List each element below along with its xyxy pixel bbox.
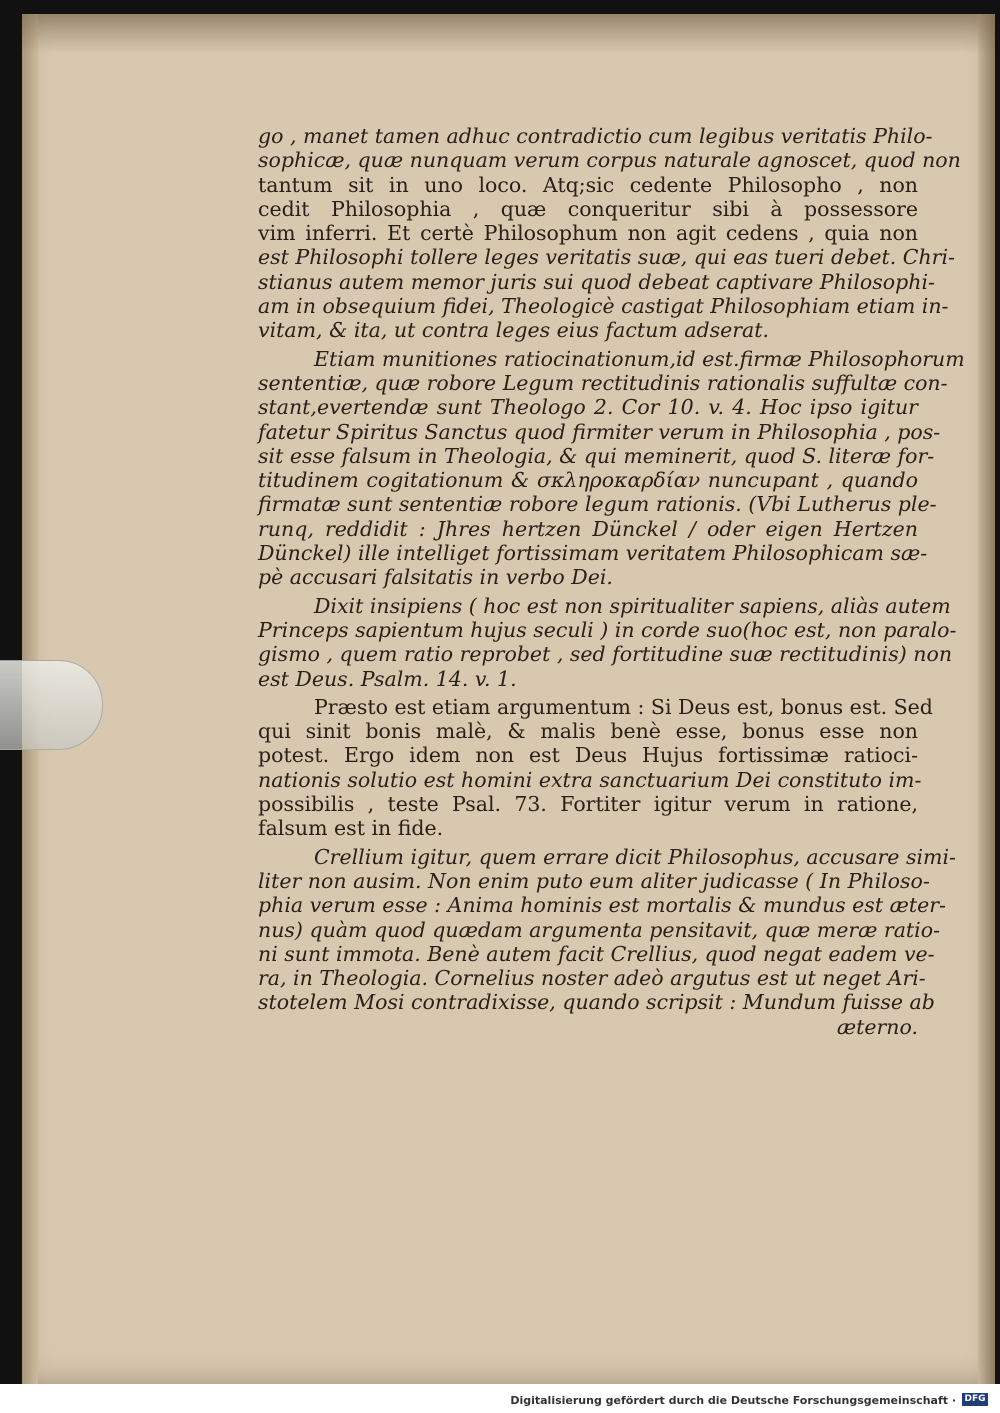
- text-line: potest. Ergo idem non est Deus Hujus fortissimæ ratioci-: [258, 743, 918, 768]
- paragraph-4: [258, 694, 933, 841]
- text-line: est Deus. Psalm. 14. v. 1.: [258, 666, 517, 691]
- text-line: Dixit insipiens ( hoc est non spiritualiter sapiens, aliàs autem: [314, 593, 951, 618]
- text-line: go , manet tamen adhuc contradictio cum legibus veritatis Philo-: [258, 124, 933, 148]
- text-line: Præsto est etiam argumentum : Si Deus est, bonus est. Sed: [314, 694, 933, 719]
- paragraph-5: [258, 844, 956, 1039]
- text-line: firmatæ sunt sententiæ robore legum rationis. (Vbi Lutherus ple-: [258, 492, 937, 517]
- paragraph-3: [258, 593, 957, 691]
- text-line: Dünckel) ille intelliget fortissimam veritatem Philosophicam sæ-: [258, 541, 928, 566]
- text-line: qui sinit bonis malè, & malis benè esse, bonus esse non: [258, 719, 918, 744]
- text-line: nationis solutio est homini extra sanctuarium Dei constituto im-: [258, 767, 922, 792]
- text-line: vim inferri. Et certè Philosophum non agit cedens , quia non: [258, 221, 918, 246]
- page-clip: [0, 660, 103, 750]
- text-line: sit esse falsum in Theologia, & qui meminerit, quod S. literæ for-: [258, 443, 935, 468]
- text-line: possibilis , teste Psal. 73. Fortiter igitur verum in ratione,: [258, 792, 918, 817]
- text-line: tantum sit in uno loco. Atq;sic cedente Philosopho , non: [258, 172, 918, 197]
- text-line: phia verum esse : Anima hominis est mortalis & mundus est æter-: [258, 893, 946, 918]
- text-line: æterno.: [836, 1014, 918, 1039]
- text-line: am in obsequium fidei, Theologicè castigat Philosophiam etiam in-: [258, 294, 949, 319]
- text-line: Etiam munitiones ratiocinationum,id est.firmæ Philosophorum: [314, 346, 965, 371]
- text-line: Princeps sapientum hujus seculi ) in corde suo(hoc est, non paralo-: [258, 617, 957, 642]
- page-edge-right: [978, 14, 995, 1384]
- text-line: nus) quàm quod quædam argumenta pensitavit, quæ meræ ratio-: [258, 917, 940, 942]
- text-line: falsum est in fide.: [258, 816, 444, 841]
- text-line: vitam, & ita, ut contra leges eius factum adserat.: [258, 318, 770, 343]
- text-line: ra, in Theologia. Cornelius noster adeò argutus est ut neget Ari-: [258, 966, 926, 991]
- footer-credit: Digitalisierung gefördert durch die Deutsche Forschungsgemeinschaft ·: [510, 1394, 956, 1407]
- paragraph-2: [258, 346, 965, 590]
- page-top-shadow: [22, 14, 995, 54]
- page-text: [258, 124, 965, 1039]
- text-line: gismo , quem ratio reprobet , sed fortitudine suæ rectitudinis) non: [258, 642, 953, 667]
- text-line: titudinem cogitationum & σκληροκαρδίαν nuncupant , quando: [258, 468, 918, 493]
- text-line: runq, reddidit : Jhres hertzen Dünckel / oder eigen Hertzen: [258, 516, 918, 541]
- text-line: pè accusari falsitatis in verbo Dei.: [258, 565, 613, 590]
- text-line: ni sunt immota. Benè autem facit Crellius, quod negat eadem ve-: [258, 941, 935, 966]
- dfg-logo-icon: DFG: [962, 1393, 988, 1406]
- text-line: est Philosophi tollere leges veritatis suæ, qui eas tueri debet. Chri-: [258, 245, 955, 270]
- text-line: fatetur Spiritus Sanctus quod firmiter verum in Philosophia , pos-: [258, 419, 941, 444]
- text-line: stotelem Mosi contradixisse, quando scripsit : Mundum fuisse ab: [258, 990, 935, 1015]
- text-line: cedit Philosophia , quæ conqueritur sibi à possessore: [258, 196, 918, 221]
- text-line: sententiæ, quæ robore Legum rectitudinis rationalis suffultæ con-: [258, 370, 948, 395]
- text-line: stant,evertendæ sunt Theologo 2. Cor 10. v. 4. Hoc ipso igitur: [258, 395, 918, 420]
- text-line: Crellium igitur, quem errare dicit Philosophus, accusare simi-: [314, 844, 956, 869]
- paragraph-1: [258, 124, 961, 343]
- text-line: liter non ausim. Non enim puto eum aliter judicasse ( In Philoso-: [258, 868, 930, 893]
- text-line: stianus autem memor juris sui quod debeat captivare Philosophi-: [258, 269, 935, 294]
- text-line: sophicæ, quæ nunquam verum corpus naturale agnoscet, quod non: [258, 148, 961, 173]
